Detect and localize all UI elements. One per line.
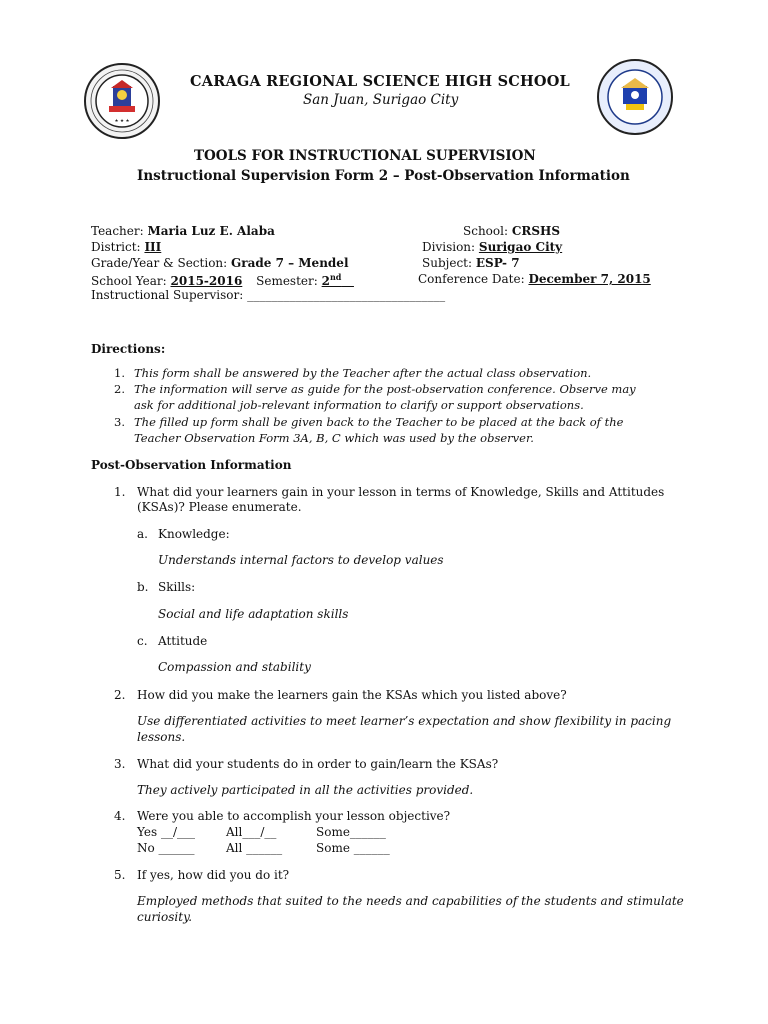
direction-2: 2. The information will serve as guide for the post-observation conference. Observe may [114, 382, 636, 396]
division-value: Surigao City [478, 240, 563, 254]
question-1: What did your learners gain in your lesson in terms of Knowledge, Skills and Attitudes [137, 485, 665, 499]
teacher-value: Maria Luz E. Alaba [147, 224, 275, 238]
question-5-answer-cont: curiosity. [137, 910, 193, 924]
direction-3-cont: Teacher Observation Form 3A, B, C which was used by the observer. [134, 431, 534, 445]
question-1-cont: (KSAs)? Please enumerate. [137, 500, 302, 514]
deped-seal-logo [83, 62, 161, 140]
direction-3: 3. The filled up form shall be given back to the Teacher to be placed at the back of the [114, 415, 624, 429]
knowledge-answer: Understands internal factors to develop values [158, 553, 444, 567]
attitude-answer: Compassion and stability [158, 660, 311, 674]
question-4-number: 4. [114, 809, 126, 823]
supervisor-label: Instructional Supervisor: [91, 288, 244, 302]
teacher-row [91, 224, 275, 238]
no-some-option: Some ______ [316, 841, 390, 855]
skills-letter: b. [137, 580, 149, 594]
no-all-option: All ______ [226, 841, 283, 855]
district-row [91, 240, 161, 254]
school-year-row [91, 272, 354, 288]
grade-row [91, 256, 349, 270]
semester-value: 2nd [321, 272, 342, 288]
yes-all-option: All___/__ [226, 825, 277, 839]
question-2-answer: Use differentiated activities to meet learner’s expectation and show flexibility in pacing [137, 714, 672, 728]
knowledge-label: Knowledge: [158, 527, 230, 541]
attitude-label: Attitude [158, 634, 208, 648]
attitude-letter: c. [137, 634, 148, 648]
school-row [463, 224, 560, 238]
subject-label: Subject: [422, 256, 473, 270]
subject-value: ESP- 7 [475, 256, 520, 270]
question-5-answer: Employed methods that suited to the needs and capabilities of the students and stimulate [137, 894, 684, 908]
question-2: How did you make the learners gain the KSAs which you listed above? [137, 688, 567, 702]
skills-answer: Social and life adaptation skills [158, 607, 349, 621]
semester-label: Semester: [256, 274, 318, 288]
school-value: CRSHS [511, 224, 561, 238]
post-observation-heading: Post-Observation Information [91, 458, 292, 472]
division-row [422, 240, 562, 254]
school-seal-logo [596, 58, 674, 136]
conference-row [418, 272, 651, 286]
knowledge-letter: a. [137, 527, 148, 541]
question-4: Were you able to accomplish your lesson objective? [137, 809, 451, 823]
direction-1: 1. This form shall be answered by the Teacher after the actual class observation. [114, 366, 592, 380]
teacher-label: Teacher: [91, 224, 144, 238]
conference-value: December 7, 2015 [528, 272, 651, 286]
supervisor-row [91, 288, 445, 302]
subject-row [422, 256, 520, 270]
school-label: School: [463, 224, 508, 238]
question-2-number: 2. [114, 688, 126, 702]
district-label: District: [91, 240, 141, 254]
school-name: CARAGA REGIONAL SCIENCE HIGH SCHOOL [190, 73, 570, 90]
grade-label: Grade/Year & Section: [91, 256, 228, 270]
yes-option: Yes __/___ [137, 825, 195, 839]
school-location: San Juan, Surigao City [303, 92, 459, 108]
svg-text:★ ★ ★: ★ ★ ★ [114, 119, 130, 124]
question-3-number: 3. [114, 757, 126, 771]
school-year-value: 2015-2016 [170, 274, 243, 288]
question-5-number: 5. [114, 868, 126, 882]
no-option: No ______ [137, 841, 195, 855]
school-year-label: School Year: [91, 274, 167, 288]
district-value: III [144, 240, 162, 254]
question-1-number: 1. [114, 485, 126, 499]
supervisor-line: _________________________________ [247, 288, 446, 302]
skills-label: Skills: [158, 580, 196, 594]
direction-2-cont: ask for additional job-relevant information to clarify or support observations. [134, 398, 584, 412]
document-title: TOOLS FOR INSTRUCTIONAL SUPERVISION [194, 148, 536, 164]
division-label: Division: [422, 240, 476, 254]
question-3-answer: They actively participated in all the activities provided. [137, 783, 474, 797]
grade-value: Grade 7 – Mendel [231, 256, 349, 270]
conference-label: Conference Date: [418, 272, 525, 286]
directions-heading: Directions: [91, 342, 166, 356]
question-5: If yes, how did you do it? [137, 868, 290, 882]
yes-some-option: Some______ [316, 825, 386, 839]
question-2-answer-cont: lessons. [137, 730, 186, 744]
form-subtitle: Instructional Supervision Form 2 – Post-Observation Information [137, 168, 630, 184]
question-3: What did your students do in order to gain/learn the KSAs? [137, 757, 499, 771]
